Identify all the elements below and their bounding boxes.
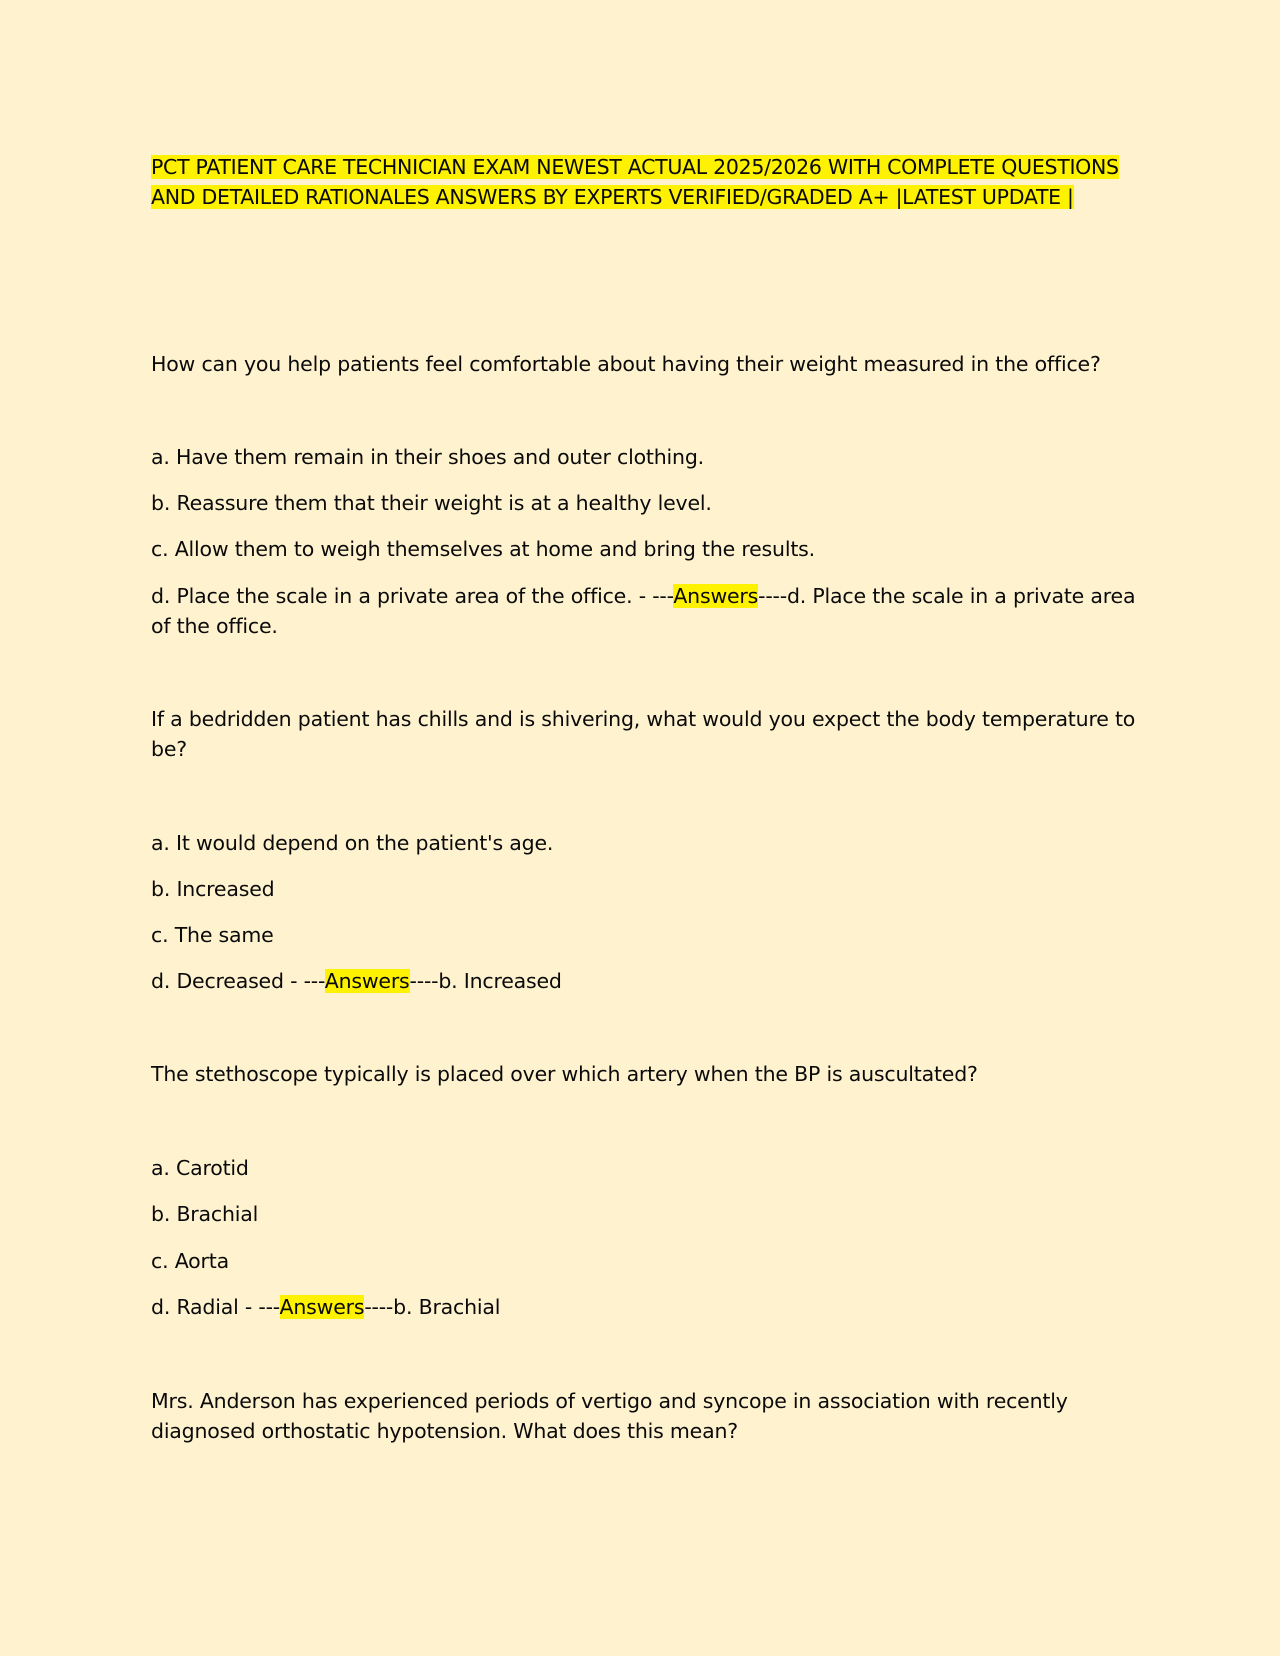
question-2-text: If a bedridden patient has chills and is shivering, what would you expect the body temperature to be? [151,707,1136,761]
title-highlight: PCT PATIENT CARE TECHNICIAN EXAM NEWEST ACTUAL 2025/2026 WITH COMPLETE QUESTIONS AND DETAILED RATIONALES ANSWERS BY EXPERTS VERIFIED/GRADED A+ |LATEST UPDATE | [151,155,1119,209]
question-3-option-b: b. Brachial [151,1202,259,1226]
question-3-option-d: d. Radial - --- [151,1295,280,1319]
question-2-option-a: a. It would depend on the patient's age. [151,831,554,855]
question-2-option-d: d. Decreased - --- [151,969,325,993]
answers-highlight: Answers [324,969,410,993]
question-3-answer: ----b. Brachial [364,1295,501,1319]
question-1-option-c: c. Allow them to weigh themselves at home and bring the results. [151,537,815,561]
question-2-answer: ----b. Increased [409,969,562,993]
question-2-option-c: c. The same [151,923,274,947]
answers-highlight: Answers [673,584,759,608]
question-1-option-a: a. Have them remain in their shoes and outer clothing. [151,445,704,469]
question-2-option-b: b. Increased [151,877,275,901]
question-1-option-d-answer [151,582,1141,641]
question-1-option-b: b. Reassure them that their weight is at a healthy level. [151,491,712,515]
question-3-option-a: a. Carotid [151,1156,249,1180]
question-4-text: Mrs. Anderson has experienced periods of vertigo and syncope in association with recently diagnosed orthostatic hypotension. What does this mean? [151,1389,1068,1443]
question-2-option-d-answer [151,967,1141,997]
question-1-answer: ----d. Place the scale in a private area of the office. [151,584,1136,638]
document-title [151,152,1121,212]
question-3-option-d-answer [151,1293,1141,1323]
question-1-option-d: d. Place the scale in a private area of the office. - --- [151,584,674,608]
question-3-option-c: c. Aorta [151,1249,229,1273]
answers-highlight: Answers [279,1295,365,1319]
question-1-text: How can you help patients feel comfortable about having their weight measured in the office? [151,352,1101,376]
question-3-text: The stethoscope typically is placed over which artery when the BP is auscultated? [151,1062,978,1086]
